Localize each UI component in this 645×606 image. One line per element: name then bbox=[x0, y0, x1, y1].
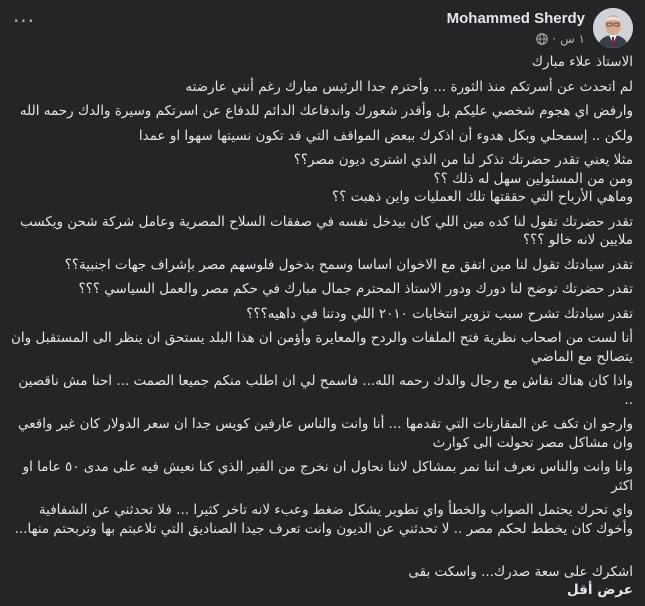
more-horizontal-icon: ··· bbox=[12, 9, 36, 33]
paragraph: أنا لست من اصحاب نظرية فتح الملفات والردح والمعايرة وأؤمن ان هذا البلد يستحق ان ينظر الى المستقبل وان يتصالح مع الماضي bbox=[11, 330, 633, 365]
closing-line bbox=[10, 544, 633, 600]
profile-photo bbox=[593, 8, 633, 48]
paragraph-salutation: الاستاذ علاء مبارك bbox=[531, 54, 633, 70]
paragraph: تقدر سيادتك تقول لنا مين اتفق مع الاخوان اساسا وسمح بدخول فلوسهم مصر بإشراف جهات اجنبية؟؟ bbox=[64, 256, 633, 273]
post-body bbox=[10, 53, 633, 600]
closing-text: اشكرك على سعة صدرك... واسكت بقى bbox=[408, 563, 633, 580]
author-name[interactable]: Mohammed Sherdy bbox=[446, 10, 585, 27]
paragraph: واذا كان هناك نقاش مع رجال والدك رحمه الله... فاسمح لي ان اطلب منكم جميعا الصمت ... احنا مش ناقصين .. bbox=[18, 373, 633, 408]
see-less-link[interactable]: عرض أقل bbox=[567, 582, 633, 598]
paragraph: تقدر حضرتك تقول لنا كده مين اللي كان بيدخل نفسه في صفقات السلاح المصرية وعامل شركة شحن ويكسب ملايين لانه خالو ؟؟؟ bbox=[19, 213, 633, 248]
globe-icon[interactable] bbox=[536, 33, 548, 45]
paragraph: مثلا يعني تقدر حضرتك تذكر لنا من الذي اشترى ديون مصر؟؟ ومن من المسئولين سهل له ذلك ؟؟ وماهي الأرباح التي حققتها تلك العمليات واين ذهبت ؟؟ bbox=[293, 152, 633, 205]
more-options-button[interactable] bbox=[8, 8, 40, 40]
post-meta bbox=[447, 31, 585, 47]
paragraph: لم اتحدث عن أسرتكم منذ الثورة ... وأحترم جدا الرئيس مبارك رغم أنني عارضته bbox=[185, 78, 633, 95]
paragraph: وارفض اي هجوم شخصي عليكم بل وأقدر شعورك واندفاعك الدائم للدفاع عن اسرتكم وسيرة والدك رحمه الله bbox=[19, 103, 633, 119]
post-time[interactable]: ١ س bbox=[560, 32, 585, 46]
avatar[interactable] bbox=[593, 8, 633, 48]
paragraph: تقدر سيادتك تشرح سبب تزوير انتخابات ٢٠١٠ اللي ودتنا في داهيه؟؟؟ bbox=[246, 305, 633, 322]
post-header bbox=[447, 8, 633, 48]
paragraph: وانا وانت والناس نعرف اننا نمر بمشاكل لاننا نحاول ان نخرج من القبر الذي كنا نعيش فيه على مدى ٥٠ عاما او اكثر bbox=[22, 459, 633, 494]
paragraph: ولكن .. إسمحلي وبكل هدوء أن اذكرك ببعض المواقف التي قد تكون نسيتها سهوا او عمدا bbox=[138, 127, 633, 144]
paragraph: وارجو ان تكف عن المقارنات التي تقدمها ... أنا وانت والناس عارفين كويس جدا ان سعر الدولار كان غير واقعي وان مشاكل مصر تحولت الى كوارث bbox=[18, 416, 633, 451]
paragraph: واي تحرك يحتمل الصواب والخطأ واي تطوير يشكل ضغط وعبء لانه تاخر كثيرا ... فلا تحدثني عن الشفافية وأخوك كان يخطط لحكم مصر .. لا تحدثني عن الديون وانت تعرف جيدا الصناديق التي تلاعبتم بها وتربحتم منها... bbox=[14, 502, 633, 537]
meta-separator: · bbox=[552, 32, 557, 46]
paragraph: تقدر حضرتك توضح لنا دورك ودور الاستاذ المحترم جمال مبارك في حكم مصر والعمل السياسي ؟؟؟ bbox=[78, 281, 633, 297]
